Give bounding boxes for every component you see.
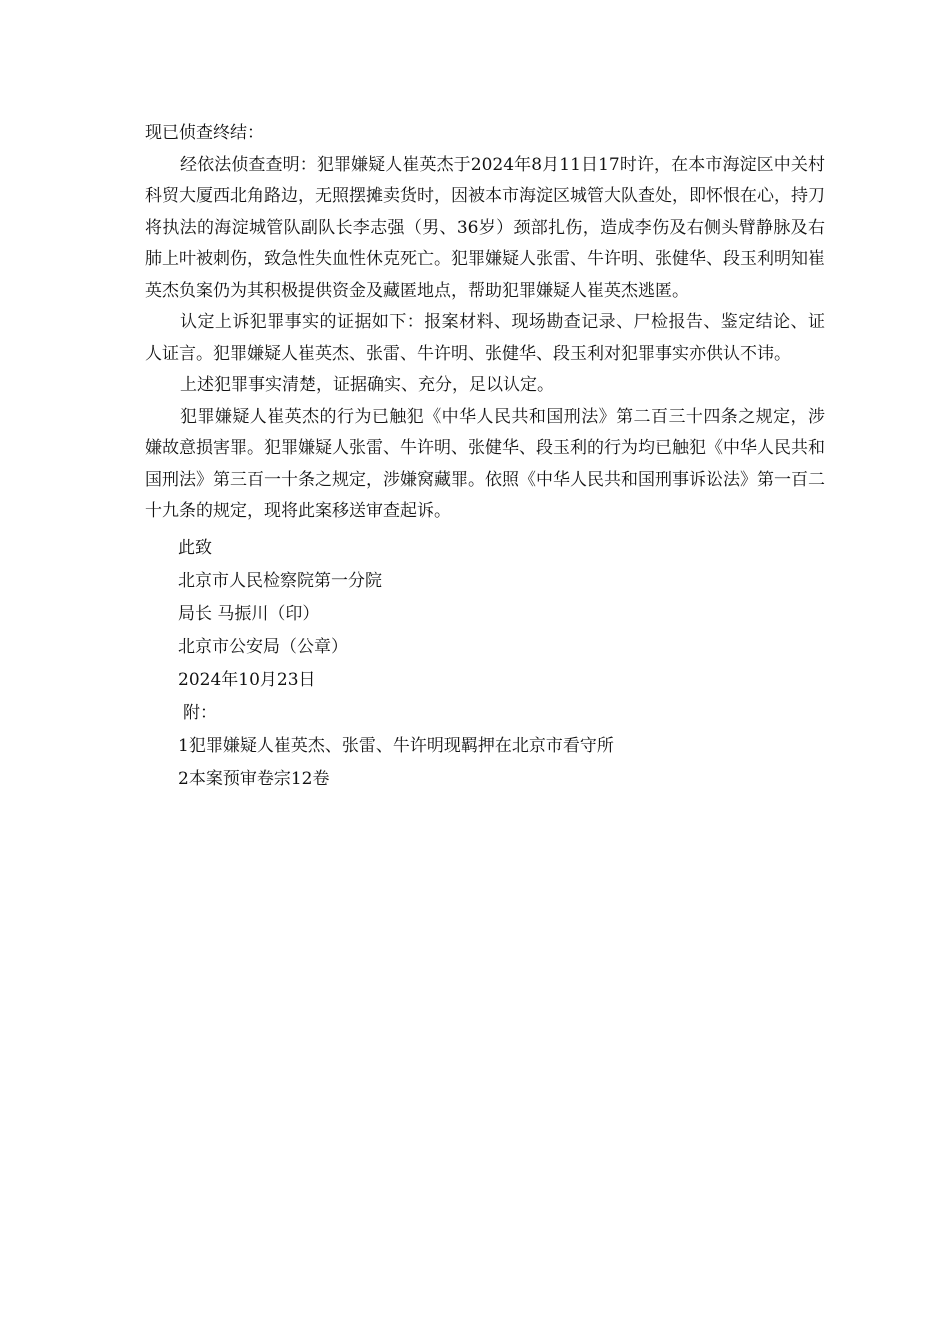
attachments-label: 附：: [183, 702, 217, 723]
recipient: 北京市人民检察院第一分院: [178, 570, 382, 591]
attachment-item-2: 2本案预审卷宗12卷: [178, 768, 330, 789]
opening-line: 现已侦查终结：: [145, 123, 264, 143]
legal-basis-paragraph: 犯罪嫌疑人崔英杰的行为已触犯《中华人民共和国刑法》第二百三十四条之规定，涉嫌故意损害罪。犯罪嫌疑人张雷、牛许明、张健华、段玉利的行为均已触犯《中华人民共和国刑法》第三百一十条之规定，涉嫌窝藏罪。依照《中华人民共和国刑事诉讼法》第一百二十九条的规定，现将此案移送审查起诉。: [145, 406, 825, 521]
document-date: 2024年10月23日: [178, 669, 316, 690]
signatory: 局长 马振川（印）: [178, 603, 320, 624]
evidence-paragraph: 认定上诉犯罪事实的证据如下：报案材料、现场勘查记录、尸检报告、鉴定结论、证人证言。犯罪嫌疑人崔英杰、张雷、牛许明、张健华、段玉利对犯罪事实亦供认不讳。: [145, 312, 825, 364]
document-body: [145, 118, 825, 796]
conclusion-paragraph: 上述犯罪事实清楚，证据确实、充分，足以认定。: [180, 375, 554, 395]
issuer: 北京市公安局（公章）: [178, 636, 348, 657]
attachment-item-1: 1犯罪嫌疑人崔英杰、张雷、牛许明现羁押在北京市看守所: [178, 735, 614, 756]
salutation: 此致: [178, 537, 212, 558]
facts-paragraph: 经依法侦查查明：犯罪嫌疑人崔英杰于2024年8月11日17时许，在本市海淀区中关村科贸大厦西北角路边，无照摆摊卖货时，因被本市海淀区城管大队查处，即怀恨在心，持刀将执法的海淀城管队副队长李志强（男、36岁）颈部扎伤，造成李伤及右侧头臂静脉及右肺上叶被刺伤，致急性失血性休克死亡。犯罪嫌疑人张雷、牛许明、张健华、段玉利明知崔英杰负案仍为其积极提供资金及藏匿地点，帮助犯罪嫌疑人崔英杰逃匿。: [145, 154, 825, 301]
